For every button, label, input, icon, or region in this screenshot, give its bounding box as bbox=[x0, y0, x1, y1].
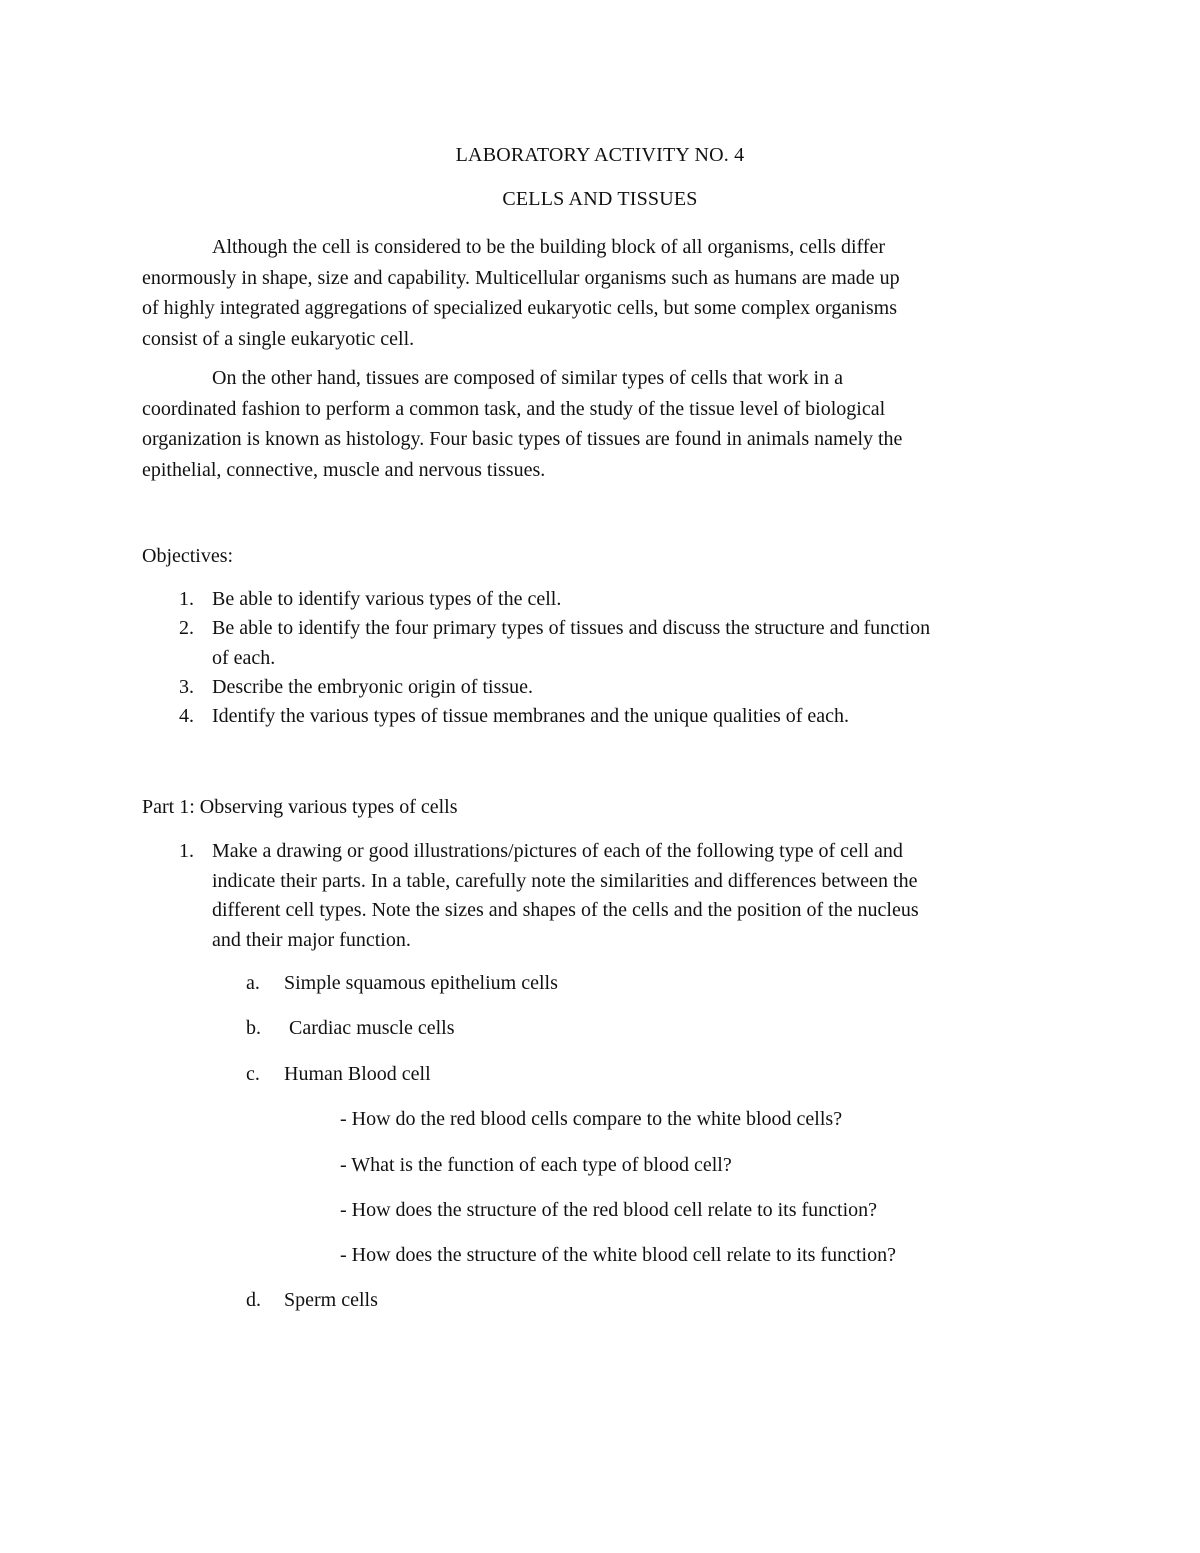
blood-question-3: - How does the structure of the red blood cell relate to its function? bbox=[340, 1199, 878, 1221]
cell-type-b bbox=[246, 1013, 455, 1043]
objective-text: of each. bbox=[212, 646, 276, 669]
objective-text: Be able to identify the four primary types of tissues and discuss the structure and function bbox=[212, 617, 931, 639]
objective-item-4 bbox=[142, 702, 1062, 732]
intro-paragraph-2 bbox=[142, 363, 1062, 485]
objective-text: Be able to identify various types of the cell. bbox=[212, 588, 562, 610]
list-number: 4. bbox=[179, 705, 194, 727]
list-letter: b. bbox=[246, 1017, 261, 1039]
list-number: 2. bbox=[179, 617, 194, 639]
blood-question-1: - How do the red blood cells compare to the white blood cells? bbox=[340, 1108, 843, 1130]
cell-type-d bbox=[246, 1285, 378, 1315]
list-letter: d. bbox=[246, 1289, 261, 1311]
document-subtitle: CELLS AND TISSUES bbox=[502, 188, 698, 210]
paragraph-line: coordinated fashion to perform a common task, and the study of the tissue level of biological bbox=[142, 397, 886, 420]
cell-type-label: Sperm cells bbox=[284, 1289, 378, 1311]
paragraph-line: of highly integrated aggregations of specialized eukaryotic cells, but some complex organisms bbox=[142, 297, 897, 319]
objective-text: Identify the various types of tissue membranes and the unique qualities of each. bbox=[212, 705, 850, 727]
objective-item-2 bbox=[142, 614, 1062, 673]
instruction-line: and their major function. bbox=[212, 928, 411, 951]
document-title: LABORATORY ACTIVITY NO. 4 bbox=[455, 144, 745, 166]
paragraph-line: On the other hand, tissues are composed of similar types of cells that work in a bbox=[212, 367, 843, 389]
part1-heading: Part 1: Observing various types of cells bbox=[142, 796, 458, 818]
list-number: 1. bbox=[179, 588, 194, 610]
cell-type-label: Simple squamous epithelium cells bbox=[284, 972, 558, 994]
paragraph-line: enormously in shape, size and capability. Multicellular organisms such as humans are made up bbox=[142, 266, 900, 289]
instruction-line: Make a drawing or good illustrations/pictures of each of the following type of cell and bbox=[212, 840, 903, 862]
paragraph-line: epithelial, connective, muscle and nervous tissues. bbox=[142, 458, 546, 481]
blood-question-4: - How does the structure of the white blood cell relate to its function? bbox=[340, 1244, 896, 1266]
objectives-heading: Objectives: bbox=[142, 545, 234, 567]
paragraph-line: Although the cell is considered to be the building block of all organisms, cells differ bbox=[212, 236, 886, 258]
list-letter: c. bbox=[246, 1063, 260, 1085]
list-number: 3. bbox=[179, 676, 194, 698]
paragraph-line: organization is known as histology. Four basic types of tissues are found in animals namely the bbox=[142, 428, 903, 450]
paragraph-line: consist of a single eukaryotic cell. bbox=[142, 327, 415, 350]
instruction-line: indicate their parts. In a table, carefully note the similarities and differences between the bbox=[212, 869, 918, 892]
list-number: 1. bbox=[179, 840, 194, 862]
objective-item-1 bbox=[142, 585, 1062, 615]
part1-instruction bbox=[142, 837, 1062, 955]
blood-question-2: - What is the function of each type of blood cell? bbox=[340, 1154, 732, 1176]
cell-type-c bbox=[246, 1059, 431, 1089]
objective-item-3 bbox=[142, 673, 1062, 703]
cell-type-label: Human Blood cell bbox=[284, 1063, 431, 1085]
cell-type-label: Cardiac muscle cells bbox=[284, 1017, 455, 1039]
objective-text: Describe the embryonic origin of tissue. bbox=[212, 676, 534, 698]
list-letter: a. bbox=[246, 972, 260, 994]
instruction-line: different cell types. Note the sizes and shapes of the cells and the position of the nucleus bbox=[212, 899, 919, 921]
cell-type-a bbox=[246, 968, 558, 998]
intro-paragraph-1 bbox=[142, 232, 1062, 354]
